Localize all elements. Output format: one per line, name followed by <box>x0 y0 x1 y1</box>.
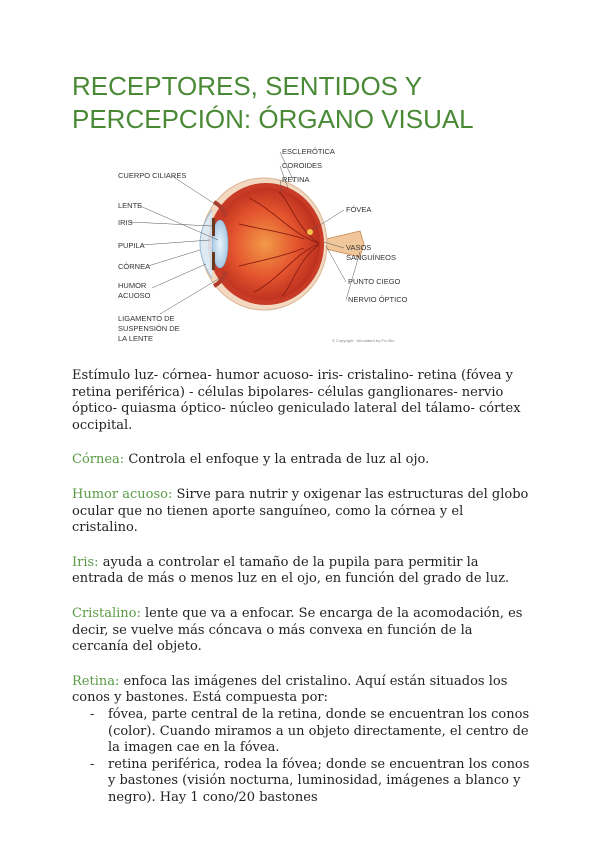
label-punto-ciego: PUNTO CIEGO <box>348 277 401 286</box>
term-humor: Humor acuoso: <box>72 486 173 502</box>
text-cristalino: lente que va a enfocar. Se encarga de la acomodación, es decir, se vuelve más cóncava o más convexa en función de la cercanía del objeto. <box>72 605 523 655</box>
eye-diagram-svg <box>114 140 430 350</box>
section-iris <box>72 555 532 588</box>
text-humor: Sirve para nutrir y oxigenar las estructuras del globo ocular que no tienen aporte sanguíneo, como la córnea y el cristalino. <box>72 486 529 536</box>
label-pupila: PUPILA <box>118 241 145 250</box>
label-lente: LENTE <box>118 201 143 210</box>
document-body <box>72 368 532 806</box>
vitreous-shape <box>214 188 320 300</box>
section-retina <box>72 674 532 707</box>
label-coroides: COROIDES <box>282 161 323 170</box>
label-iris: IRIS <box>118 218 133 227</box>
term-retina: Retina: <box>72 673 120 689</box>
label-cuerpo-ciliar: CUERPO CILIARES <box>118 171 187 180</box>
text-retina: enfoca las imágenes del cristalino. Aquí están situados los conos y bastones. Está compuesta por: <box>72 673 508 706</box>
page-title: RECEPTORES, SENTIDOS Y PERCEPCIÓN: ÓRGANO VISUAL <box>72 71 474 134</box>
cornea-shape <box>200 210 212 278</box>
term-iris: Iris: <box>72 554 99 570</box>
label-ligamento-1: LIGAMENTO DE <box>118 314 175 323</box>
section-humor <box>72 487 532 537</box>
term-cornea: Córnea: <box>72 452 125 468</box>
list-item <box>72 707 532 757</box>
retina-list <box>72 707 532 807</box>
list-dash: - <box>90 706 95 722</box>
label-retina: RETINA <box>282 175 310 184</box>
label-cornea: CÓRNEA <box>118 262 151 271</box>
label-ligamento-2: SUSPENSIÓN DE <box>118 324 180 333</box>
label-fovea: FÓVEA <box>346 205 372 214</box>
list-item <box>72 757 532 807</box>
text-cornea: Controla el enfoque y la entrada de luz al ojo. <box>124 452 430 468</box>
label-esclerotica: ESCLERÓTICA <box>282 147 335 156</box>
figure-copyright: © Copyright · Annotated by Pro Bio <box>332 338 395 343</box>
intro-paragraph: Estímulo luz- córnea- humor acuoso- iris- cristalino- retina (fóvea y retina periférica) - células bipolares- células ganglionares- nervio óptico- quiasma óptico- núcleo geniculado lateral del tálamo- córtex occipital. <box>72 368 521 433</box>
label-vasos-2: SANGUÍNEOS <box>346 253 397 262</box>
label-nervio-optico: NERVIO ÓPTICO <box>348 295 408 304</box>
term-cristalino: Cristalino: <box>72 605 141 621</box>
label-vasos-1: VASOS <box>346 243 372 252</box>
list-dash: - <box>90 756 95 772</box>
label-humor-1: HUMOR <box>118 281 147 290</box>
section-cristalino <box>72 606 532 656</box>
text-iris: ayuda a controlar el tamaño de la pupila para permitir la entrada de más o menos luz en el ojo, en función del grado de luz. <box>72 554 510 587</box>
list-item-text: fóvea, parte central de la retina, donde se encuentran los conos (color). Cuando miramos a un objeto directamente, el centro de la imagen cae en la fóvea. <box>108 706 530 756</box>
label-ligamento-3: LA LENTE <box>118 334 154 343</box>
section-cornea <box>72 452 532 469</box>
label-humor-2: ACUOSO <box>118 291 151 300</box>
list-item-text: retina periférica, rodea la fóvea; donde se encuentran los conos y bastones (visión nocturna, luminosidad, imágenes a blanco y negro). Hay 1 cono/20 bastones <box>108 756 530 805</box>
eye-anatomy-figure <box>114 140 430 350</box>
